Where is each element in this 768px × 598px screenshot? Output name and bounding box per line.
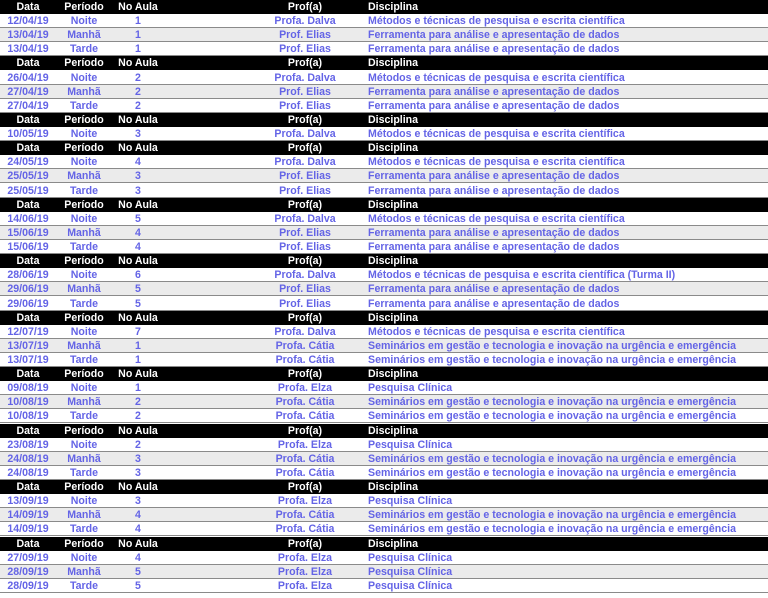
table-header-row	[0, 480, 768, 494]
header-subject: Disciplina	[368, 255, 419, 268]
subject-cell: Métodos e técnicas de pesquisa e escrita científica	[368, 71, 625, 84]
header-period: Período	[64, 424, 104, 437]
header-subject: Disciplina	[368, 368, 419, 381]
period-cell: Tarde	[69, 99, 99, 112]
subject-cell: Ferramenta para análise e apresentação de dados	[368, 297, 620, 310]
table-row	[0, 297, 768, 311]
subject-cell: Pesquisa Clínica	[368, 551, 453, 564]
header-period: Período	[64, 198, 104, 211]
lesson-number-cell: 3	[135, 128, 141, 141]
professor-cell: Profa. Elza	[277, 495, 333, 508]
table-row	[0, 99, 768, 113]
header-professor: Prof(a)	[287, 113, 323, 126]
professor-cell: Profa. Dalva	[274, 71, 336, 84]
table-row	[0, 240, 768, 254]
professor-cell: Profa. Dalva	[274, 156, 336, 169]
header-subject: Disciplina	[368, 198, 419, 211]
header-lesson-number: No Aula	[118, 142, 158, 155]
period-cell: Noite	[70, 325, 98, 338]
table-row	[0, 494, 768, 508]
table-row	[0, 42, 768, 56]
date-cell: 14/06/19	[7, 212, 49, 225]
date-cell: 25/05/19	[7, 170, 49, 183]
table-row	[0, 14, 768, 28]
professor-cell: Prof. Elias	[279, 170, 331, 183]
period-cell: Tarde	[69, 579, 99, 592]
header-date: Data	[16, 537, 40, 550]
table-row	[0, 438, 768, 452]
subject-cell: Ferramenta para análise e apresentação de dados	[368, 184, 620, 197]
subject-cell: Métodos e técnicas de pesquisa e escrita científica	[368, 15, 625, 28]
subject-cell: Seminários em gestão e tecnologia e inovação na urgência e emergência	[368, 410, 736, 423]
date-cell: 29/06/19	[7, 297, 49, 310]
professor-cell: Profa. Elza	[277, 438, 333, 451]
date-cell: 12/07/19	[7, 325, 49, 338]
lesson-number-cell: 4	[135, 226, 141, 239]
professor-cell: Profa. Cátia	[275, 509, 335, 522]
professor-cell: Prof. Elias	[279, 241, 331, 254]
table-row	[0, 28, 768, 42]
table-row	[0, 127, 768, 141]
subject-cell: Pesquisa Clínica	[368, 565, 453, 578]
header-lesson-number: No Aula	[118, 113, 158, 126]
subject-cell: Métodos e técnicas de pesquisa e escrita científica	[368, 212, 625, 225]
header-lesson-number: No Aula	[118, 481, 158, 494]
lesson-number-cell: 2	[135, 99, 141, 112]
lesson-number-cell: 4	[135, 551, 141, 564]
period-cell: Manhã	[67, 283, 101, 296]
header-lesson-number: No Aula	[118, 255, 158, 268]
header-lesson-number: No Aula	[118, 1, 158, 13]
header-period: Período	[64, 537, 104, 550]
professor-cell: Profa. Cátia	[275, 396, 335, 409]
lesson-number-cell: 1	[135, 43, 141, 56]
table-row	[0, 466, 768, 480]
date-cell: 10/08/19	[7, 410, 49, 423]
table-header-row	[0, 56, 768, 70]
date-cell: 24/08/19	[7, 466, 49, 479]
table-row	[0, 226, 768, 240]
lesson-number-cell: 7	[135, 325, 141, 338]
professor-cell: Profa. Cátia	[275, 339, 335, 352]
header-professor: Prof(a)	[287, 481, 323, 494]
header-professor: Prof(a)	[287, 142, 323, 155]
subject-cell: Seminários em gestão e tecnologia e inovação na urgência e emergência	[368, 354, 736, 366]
header-date: Data	[16, 311, 40, 324]
table-row	[0, 268, 768, 282]
professor-cell: Profa. Dalva	[274, 128, 336, 141]
header-professor: Prof(a)	[287, 311, 323, 324]
subject-cell: Seminários em gestão e tecnologia e inovação na urgência e emergência	[368, 523, 736, 536]
period-cell: Manhã	[67, 226, 101, 239]
header-subject: Disciplina	[368, 311, 419, 324]
table-row	[0, 565, 768, 579]
subject-cell: Pesquisa Clínica	[368, 382, 453, 395]
lesson-number-cell: 4	[135, 156, 141, 169]
subject-cell: Métodos e técnicas de pesquisa e escrita científica	[368, 156, 625, 169]
table-header-row	[0, 424, 768, 438]
table-row	[0, 353, 768, 367]
header-subject: Disciplina	[368, 142, 419, 155]
header-subject: Disciplina	[368, 1, 419, 13]
period-cell: Tarde	[69, 297, 99, 310]
header-lesson-number: No Aula	[118, 311, 158, 324]
table-row	[0, 282, 768, 296]
header-period: Período	[64, 142, 104, 155]
header-professor: Prof(a)	[287, 537, 323, 550]
professor-cell: Profa. Cátia	[275, 466, 335, 479]
header-lesson-number: No Aula	[118, 537, 158, 550]
period-cell: Tarde	[69, 184, 99, 197]
subject-cell: Pesquisa Clínica	[368, 438, 453, 451]
header-professor: Prof(a)	[287, 57, 323, 70]
subject-cell: Ferramenta para análise e apresentação de dados	[368, 85, 620, 98]
table-row	[0, 212, 768, 226]
period-cell: Manhã	[67, 452, 101, 465]
header-subject: Disciplina	[368, 481, 419, 494]
professor-cell: Profa. Dalva	[274, 269, 336, 282]
header-professor: Prof(a)	[287, 1, 323, 13]
lesson-number-cell: 3	[135, 452, 141, 465]
lesson-number-cell: 2	[135, 396, 141, 409]
header-lesson-number: No Aula	[118, 57, 158, 70]
professor-cell: Profa. Cátia	[275, 354, 335, 366]
date-cell: 09/08/19	[7, 382, 49, 395]
table-row	[0, 551, 768, 565]
table-row	[0, 184, 768, 198]
lesson-number-cell: 3	[135, 170, 141, 183]
date-cell: 29/06/19	[7, 283, 49, 296]
header-professor: Prof(a)	[287, 198, 323, 211]
date-cell: 24/08/19	[7, 452, 49, 465]
lesson-number-cell: 5	[135, 565, 141, 578]
date-cell: 12/04/19	[7, 15, 49, 28]
lesson-number-cell: 5	[135, 283, 141, 296]
table-row	[0, 579, 768, 593]
lesson-number-cell: 4	[135, 523, 141, 536]
date-cell: 10/08/19	[7, 396, 49, 409]
table-row	[0, 409, 768, 423]
subject-cell: Ferramenta para análise e apresentação de dados	[368, 170, 620, 183]
date-cell: 27/04/19	[7, 99, 49, 112]
date-cell: 28/06/19	[7, 269, 49, 282]
subject-cell: Ferramenta para análise e apresentação de dados	[368, 99, 620, 112]
lesson-number-cell: 6	[135, 269, 141, 282]
header-period: Período	[64, 368, 104, 381]
lesson-number-cell: 2	[135, 71, 141, 84]
header-date: Data	[16, 57, 40, 70]
table-header-row	[0, 141, 768, 155]
period-cell: Noite	[70, 495, 98, 508]
date-cell: 23/08/19	[7, 438, 49, 451]
period-cell: Manhã	[67, 509, 101, 522]
date-cell: 27/04/19	[7, 85, 49, 98]
header-period: Período	[64, 1, 104, 13]
header-date: Data	[16, 481, 40, 494]
header-date: Data	[16, 368, 40, 381]
period-cell: Manhã	[67, 29, 101, 42]
table-header-row	[0, 367, 768, 381]
professor-cell: Profa. Dalva	[274, 325, 336, 338]
date-cell: 24/05/19	[7, 156, 49, 169]
period-cell: Tarde	[69, 43, 99, 56]
subject-cell: Ferramenta para análise e apresentação de dados	[368, 241, 620, 254]
lesson-number-cell: 1	[135, 15, 141, 28]
date-cell: 15/06/19	[7, 226, 49, 239]
lesson-number-cell: 1	[135, 339, 141, 352]
table-header-row	[0, 113, 768, 127]
date-cell: 14/09/19	[7, 509, 49, 522]
header-period: Período	[64, 113, 104, 126]
period-cell: Manhã	[67, 565, 101, 578]
subject-cell: Pesquisa Clínica	[368, 579, 453, 592]
lesson-number-cell: 1	[135, 29, 141, 42]
lesson-number-cell: 3	[135, 466, 141, 479]
table-row	[0, 395, 768, 409]
date-cell: 10/05/19	[7, 128, 49, 141]
header-date: Data	[16, 1, 40, 13]
professor-cell: Prof. Elias	[279, 283, 331, 296]
professor-cell: Prof. Elias	[279, 29, 331, 42]
header-professor: Prof(a)	[287, 424, 323, 437]
period-cell: Tarde	[69, 410, 99, 423]
table-row	[0, 339, 768, 353]
lesson-number-cell: 4	[135, 241, 141, 254]
lesson-number-cell: 3	[135, 184, 141, 197]
header-period: Período	[64, 481, 104, 494]
lesson-number-cell: 2	[135, 438, 141, 451]
date-cell: 25/05/19	[7, 184, 49, 197]
lesson-number-cell: 5	[135, 212, 141, 225]
period-cell: Noite	[70, 382, 98, 395]
lesson-number-cell: 2	[135, 410, 141, 423]
date-cell: 15/06/19	[7, 241, 49, 254]
professor-cell: Prof. Elias	[279, 226, 331, 239]
subject-cell: Ferramenta para análise e apresentação de dados	[368, 283, 620, 296]
header-lesson-number: No Aula	[118, 424, 158, 437]
header-subject: Disciplina	[368, 424, 419, 437]
professor-cell: Profa. Cátia	[275, 410, 335, 423]
period-cell: Noite	[70, 71, 98, 84]
subject-cell: Métodos e técnicas de pesquisa e escrita científica	[368, 325, 625, 338]
lesson-number-cell: 3	[135, 495, 141, 508]
period-cell: Tarde	[69, 241, 99, 254]
professor-cell: Prof. Elias	[279, 99, 331, 112]
header-date: Data	[16, 255, 40, 268]
header-period: Período	[64, 311, 104, 324]
header-professor: Prof(a)	[287, 255, 323, 268]
subject-cell: Seminários em gestão e tecnologia e inovação na urgência e emergência	[368, 509, 736, 522]
professor-cell: Prof. Elias	[279, 184, 331, 197]
professor-cell: Profa. Cátia	[275, 452, 335, 465]
period-cell: Noite	[70, 438, 98, 451]
subject-cell: Métodos e técnicas de pesquisa e escrita científica	[368, 128, 625, 141]
date-cell: 28/09/19	[7, 579, 49, 592]
period-cell: Noite	[70, 269, 98, 282]
subject-cell: Ferramenta para análise e apresentação de dados	[368, 43, 620, 56]
date-cell: 13/04/19	[7, 43, 49, 56]
subject-cell: Ferramenta para análise e apresentação de dados	[368, 29, 620, 42]
professor-cell: Prof. Elias	[279, 85, 331, 98]
header-date: Data	[16, 142, 40, 155]
table-row	[0, 522, 768, 536]
subject-cell: Métodos e técnicas de pesquisa e escrita científica (Turma II)	[368, 269, 676, 282]
subject-cell: Seminários em gestão e tecnologia e inovação na urgência e emergência	[368, 452, 736, 465]
subject-cell: Ferramenta para análise e apresentação de dados	[368, 226, 620, 239]
header-professor: Prof(a)	[287, 368, 323, 381]
header-subject: Disciplina	[368, 113, 419, 126]
header-period: Período	[64, 57, 104, 70]
period-cell: Manhã	[67, 396, 101, 409]
table-row	[0, 381, 768, 395]
professor-cell: Profa. Elza	[277, 551, 333, 564]
professor-cell: Profa. Cátia	[275, 523, 335, 536]
table-header-row	[0, 0, 768, 14]
header-subject: Disciplina	[368, 57, 419, 70]
date-cell: 13/07/19	[7, 354, 49, 366]
header-lesson-number: No Aula	[118, 198, 158, 211]
date-cell: 14/09/19	[7, 523, 49, 536]
professor-cell: Prof. Elias	[279, 297, 331, 310]
table-header-row	[0, 537, 768, 551]
period-cell: Manhã	[67, 339, 101, 352]
period-cell: Noite	[70, 156, 98, 169]
period-cell: Tarde	[69, 354, 99, 366]
table-row	[0, 325, 768, 339]
professor-cell: Profa. Elza	[277, 565, 333, 578]
date-cell: 13/07/19	[7, 339, 49, 352]
professor-cell: Prof. Elias	[279, 43, 331, 56]
table-header-row	[0, 254, 768, 268]
header-date: Data	[16, 424, 40, 437]
period-cell: Noite	[70, 128, 98, 141]
header-subject: Disciplina	[368, 537, 419, 550]
header-date: Data	[16, 113, 40, 126]
table-row	[0, 169, 768, 183]
period-cell: Manhã	[67, 170, 101, 183]
lesson-number-cell: 2	[135, 85, 141, 98]
table-row	[0, 155, 768, 169]
header-lesson-number: No Aula	[118, 368, 158, 381]
subject-cell: Seminários em gestão e tecnologia e inovação na urgência e emergência	[368, 396, 736, 409]
table-header-row	[0, 198, 768, 212]
period-cell: Tarde	[69, 466, 99, 479]
table-row	[0, 508, 768, 522]
date-cell: 27/09/19	[7, 551, 49, 564]
lesson-number-cell: 5	[135, 579, 141, 592]
date-cell: 26/04/19	[7, 71, 49, 84]
period-cell: Noite	[70, 212, 98, 225]
lesson-number-cell: 5	[135, 297, 141, 310]
professor-cell: Profa. Elza	[277, 382, 333, 395]
table-header-row	[0, 311, 768, 325]
professor-cell: Profa. Dalva	[274, 15, 336, 28]
lesson-number-cell: 1	[135, 382, 141, 395]
period-cell: Tarde	[69, 523, 99, 536]
header-date: Data	[16, 198, 40, 211]
subject-cell: Seminários em gestão e tecnologia e inovação na urgência e emergência	[368, 339, 736, 352]
table-row	[0, 71, 768, 85]
lesson-number-cell: 1	[135, 354, 141, 366]
lesson-number-cell: 4	[135, 509, 141, 522]
subject-cell: Seminários em gestão e tecnologia e inovação na urgência e emergência	[368, 466, 736, 479]
table-row	[0, 85, 768, 99]
professor-cell: Profa. Dalva	[274, 212, 336, 225]
date-cell: 13/04/19	[7, 29, 49, 42]
period-cell: Noite	[70, 551, 98, 564]
date-cell: 13/09/19	[7, 495, 49, 508]
professor-cell: Profa. Elza	[277, 579, 333, 592]
header-period: Período	[64, 255, 104, 268]
table-row	[0, 452, 768, 466]
period-cell: Manhã	[67, 85, 101, 98]
date-cell: 28/09/19	[7, 565, 49, 578]
subject-cell: Pesquisa Clínica	[368, 495, 453, 508]
period-cell: Noite	[70, 15, 98, 28]
